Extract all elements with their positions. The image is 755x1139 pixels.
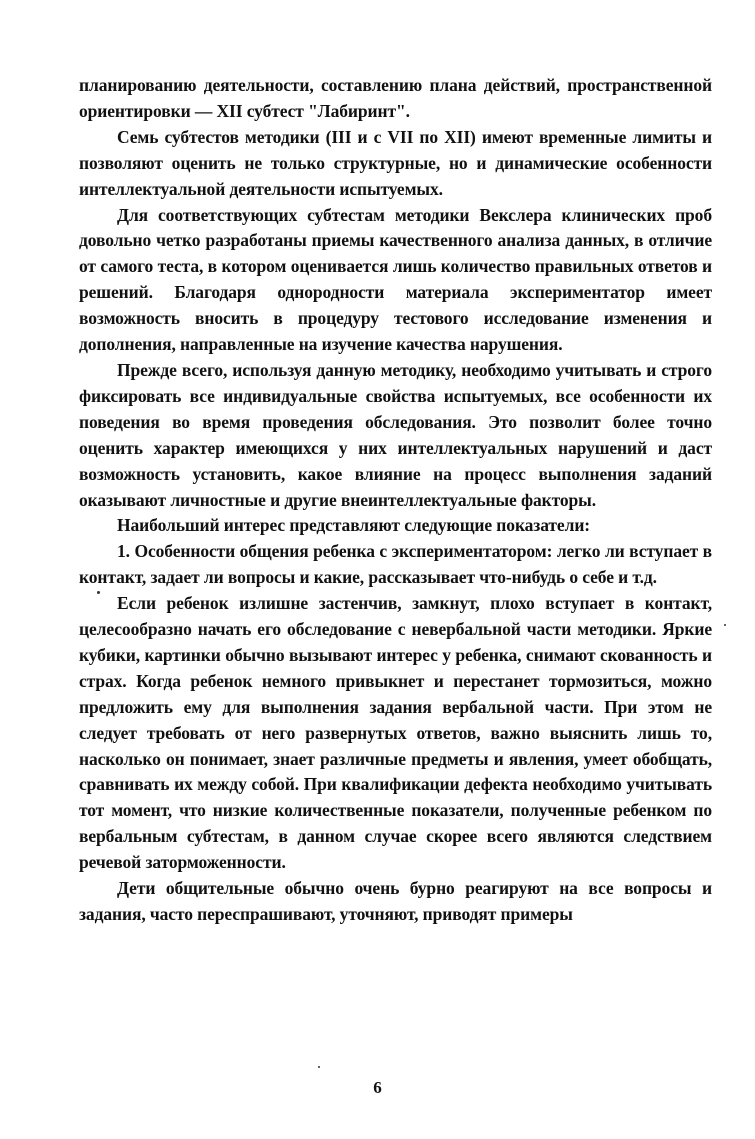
scan-speck <box>97 591 100 594</box>
paragraph-3: Для соответствующих субтестам методики Векслера клинических проб довольно четко разработаны приемы качественного анализа данных, в отличие от самого теста, в котором оценивается лишь количество правильных ответов и решений. Благодаря однородности материала экспериментатор имеет возможность вносить в процедуру тестового исследование изменения и дополнения, направленные на изучение качества нарушения. <box>79 204 712 355</box>
paragraph-8: Дети общительные обычно очень бурно реагируют на все вопросы и задания, часто переспрашивают, уточняют, приводят примеры <box>79 878 712 924</box>
paragraph-1: планированию деятельности, составлению плана действий, пространственной ориентировки — XII субтест "Лабиринт". <box>79 75 712 121</box>
page-number: 6 <box>373 1078 382 1097</box>
paragraph-7: Если ребенок излишне застенчив, замкнут, плохо вступает в контакт, целесообразно начать его обследование с невербальной части методики. Яркие кубики, картинки обычно вызывают интерес у ребенка, снимают скованность и страх. Когда ребенок немного привыкнет и перестанет тормозиться, можно предложить ему для выполнения задания вербальной части. При этом не следует требовать от него развернутых ответов, важно выяснить лишь то, насколько он понимает, знает различные предметы и явления, умеет обобщать, сравнивать их между собой. При квалификации дефекта необходимо учитывать тот момент, что низкие количественные показатели, полученные ребенком по вербальным субтестам, в данном случае скорее всего являются следствием речевой заторможенности. <box>79 593 712 873</box>
paragraph-5: Наибольший интерес представляют следующие показатели: <box>117 515 591 536</box>
paragraph-6: 1. Особенности общения ребенка с экспериментатором: легко ли вступает в контакт, задает ли вопросы и какие, рассказывает что-нибудь о себе и т.д. <box>79 541 712 588</box>
paragraph-4: Прежде всего, используя данную методику, необходимо учитывать и строго фиксировать все индивидуальные свойства испытуемых, все особенности их поведения во время проведения обследования. Это позволит более точно оценить характер имеющихся у них интеллектуальных нарушений и даст возможность установить, какое влияние на процесс выполнения заданий оказывают личностные и другие внеинтеллектуальные факторы. <box>79 359 712 510</box>
scan-speck <box>318 1066 320 1068</box>
paragraph-2: Семь субтестов методики (III и с VII по XII) имеют временные лимиты и позволяют оценить не только структурные, но и динамические особенности интеллектуальной деятельности испытуемых. <box>79 126 712 199</box>
body-text <box>79 73 712 928</box>
scan-speck <box>724 624 726 626</box>
